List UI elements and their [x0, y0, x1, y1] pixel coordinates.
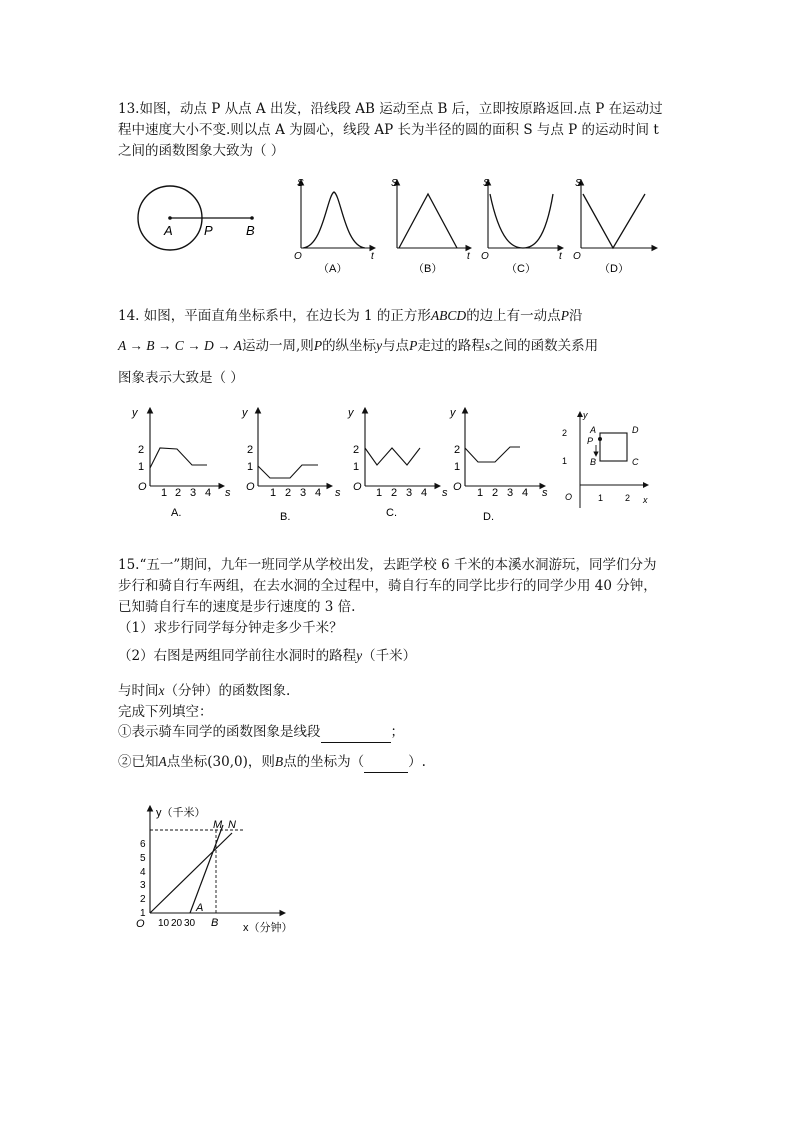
origin-b: O	[246, 481, 255, 493]
q13-graph-b	[391, 178, 471, 275]
tick-x3-c: 3	[406, 487, 413, 499]
option-a-label: （A）	[318, 263, 348, 275]
tick-x30: 30	[184, 918, 196, 929]
q14-line-3: 图象表示大致是（ ）	[118, 370, 244, 386]
option-c-label: （C）	[506, 263, 536, 275]
origin-a: O	[138, 481, 147, 493]
tick-x2-a: 2	[175, 487, 182, 499]
sq-tick-y1: 1	[562, 456, 568, 466]
origin-a: O	[294, 251, 302, 262]
q13-graph-c	[481, 178, 563, 275]
q13-graph-a	[294, 178, 375, 275]
tick-x1-c: 1	[376, 487, 383, 499]
label-a: A	[196, 902, 204, 914]
q15-line-3: 已知骑自行车的速度是步行速度的 3 倍.	[118, 599, 356, 615]
tick-y1-a: 1	[138, 461, 145, 473]
q15-fill-1: ①表示骑车同学的函数图象是线段 ；	[118, 722, 404, 743]
tick-x3-b: 3	[300, 487, 307, 499]
q13-graph-options	[285, 172, 665, 282]
tick-x3-d: 3	[507, 487, 514, 499]
curve-a	[303, 192, 365, 248]
tick-x4-d: 4	[522, 487, 529, 499]
tick-y2-c: 2	[353, 444, 360, 456]
q14-graph-options	[120, 398, 660, 528]
walking-line	[150, 833, 232, 913]
answer-blank-1[interactable]	[321, 722, 391, 743]
tick-y2-b: 2	[247, 444, 254, 456]
axis-t-b: t	[467, 251, 470, 262]
series-c	[365, 448, 420, 465]
axis-s-b: s	[335, 487, 341, 499]
series-d	[465, 447, 520, 462]
tick-y1-d: 1	[454, 461, 461, 473]
axis-y-c: y	[348, 407, 354, 419]
tick-x1-d: 1	[477, 487, 484, 499]
q14-graph-d	[449, 407, 548, 523]
sq-tick-x1: 1	[598, 493, 604, 503]
tick-x1-b: 1	[270, 487, 277, 499]
tick-y1-c: 1	[353, 461, 360, 473]
tick-y1: 1	[140, 908, 146, 919]
x-axis-label: x（分钟）	[243, 922, 293, 934]
q13-line-2: 程中速度大小不变.则以点 A 为圆心，线段 AP 长为半径的圆的面积 S 与点 P 的运动时间 t	[118, 122, 659, 138]
square-abcd	[600, 433, 627, 461]
curve-b	[399, 194, 457, 248]
origin-label: O	[136, 918, 145, 930]
tick-x4-c: 4	[421, 487, 428, 499]
q13-line-1: 13.如图，动点 P 从点 A 出发，沿线段 AB 运动至点 B 后，立即按原路返回.点 P 在运动过	[118, 101, 663, 117]
q14-graph-c	[347, 407, 448, 519]
point-a	[168, 216, 172, 220]
q14-square-figure	[562, 410, 648, 508]
tick-y6: 6	[140, 839, 146, 850]
point-b	[250, 216, 254, 220]
q13-graph-d	[573, 178, 657, 275]
q13-line-3: 之间的函数图象大致为（ ）	[118, 143, 285, 159]
axis-s-d: s	[542, 487, 548, 499]
sq-origin: O	[565, 492, 573, 502]
sq-tick-y2: 2	[562, 428, 568, 438]
sq-axis-x: x	[643, 495, 648, 505]
tick-y4: 4	[140, 867, 146, 878]
q15-distance-time-graph	[125, 800, 315, 940]
axis-t-c: t	[559, 251, 562, 262]
option-a-label: A.	[171, 507, 182, 519]
q14-line-1: 14. 如图，平面直角坐标系中，在边长为 1 的正方形ABCD的边上有一动点P沿	[118, 308, 583, 324]
axis-s-b: S	[391, 178, 398, 189]
origin-d: O	[573, 251, 581, 262]
axis-s-c: s	[442, 487, 448, 499]
tick-y2: 2	[140, 894, 146, 905]
tick-y2-a: 2	[138, 444, 145, 456]
axis-s-a: S	[297, 178, 304, 189]
q14-graph-a	[131, 407, 231, 519]
tick-x20: 20	[171, 918, 183, 929]
label-m: M	[213, 819, 223, 831]
tick-x2-c: 2	[391, 487, 398, 499]
tick-x2-b: 2	[285, 487, 292, 499]
origin-c: O	[353, 481, 362, 493]
sq-axis-y: y	[583, 410, 588, 420]
sq-label-b: B	[590, 457, 597, 467]
option-b-label: （B）	[413, 263, 443, 275]
axis-s-c: S	[483, 178, 490, 189]
series-b	[258, 465, 318, 478]
axis-y-a: y	[132, 407, 138, 419]
tick-y1-b: 1	[247, 461, 254, 473]
q14-graph-b	[241, 407, 341, 523]
q15-part-1: （1）求步行同学每分钟走多少千米？	[118, 620, 343, 636]
answer-blank-2[interactable]	[364, 752, 408, 773]
q14-line-2: A → B → C → D → A运动一周,则P的纵坐标y与点P走过的路程s之间的函数关系用	[118, 338, 599, 354]
option-b-label: B.	[280, 511, 291, 523]
tick-x4-b: 4	[315, 487, 322, 499]
tick-y5: 5	[140, 853, 146, 864]
tick-y2-d: 2	[454, 444, 461, 456]
point-p	[598, 437, 602, 441]
option-d-label: （D）	[599, 263, 629, 275]
origin-c: O	[481, 251, 489, 262]
tick-x2-d: 2	[492, 487, 499, 499]
axis-y-b: y	[242, 407, 248, 419]
sq-label-p: P	[587, 436, 594, 446]
series-a	[150, 448, 207, 468]
q15-part-2: （2）右图是两组同学前往水洞时的路程y（千米）	[118, 648, 417, 664]
q15-fill-2: ②已知A点坐标(30,0)，则B点的坐标为（ ）.	[118, 752, 426, 773]
q15-fill-intro: 完成下列填空：	[118, 704, 213, 720]
axis-y-d: y	[450, 407, 456, 419]
label-b: B	[211, 917, 219, 929]
y-axis-label: y（千米）	[156, 807, 206, 819]
q15-line-1: 15.“五一”期间，九年一班同学从学校出发，去距学校 6 千米的本溪水洞游玩，同学们分为	[118, 557, 657, 573]
sq-label-c: C	[632, 457, 639, 467]
option-c-label: C.	[386, 507, 397, 519]
q15-line-2: 步行和骑自行车两组，在去水洞的全过程中，骑自行车的同学比步行的同学少用 40 分钟，	[118, 578, 657, 594]
tick-y3: 3	[140, 880, 146, 891]
axis-t-a: t	[371, 251, 374, 262]
origin-d: O	[453, 481, 462, 493]
q13-circle-figure	[130, 180, 270, 270]
curve-d	[583, 194, 645, 248]
label-n: N	[228, 819, 236, 831]
q15-time-line: 与时间x（分钟）的函数图象.	[118, 683, 291, 699]
tick-x1-a: 1	[161, 487, 168, 499]
sq-label-a: A	[590, 425, 597, 435]
axis-s-d: S	[575, 178, 582, 189]
tick-x3-a: 3	[190, 487, 197, 499]
label-a: A	[164, 223, 173, 238]
axis-s-a: s	[225, 487, 231, 499]
sq-tick-x2: 2	[625, 493, 631, 503]
curve-c	[490, 194, 553, 248]
label-b: B	[246, 223, 255, 238]
tick-x10: 10	[158, 918, 170, 929]
sq-label-d: D	[632, 425, 639, 435]
tick-x4-a: 4	[205, 487, 212, 499]
option-d-label: D.	[483, 511, 494, 523]
label-p: P	[204, 223, 213, 238]
